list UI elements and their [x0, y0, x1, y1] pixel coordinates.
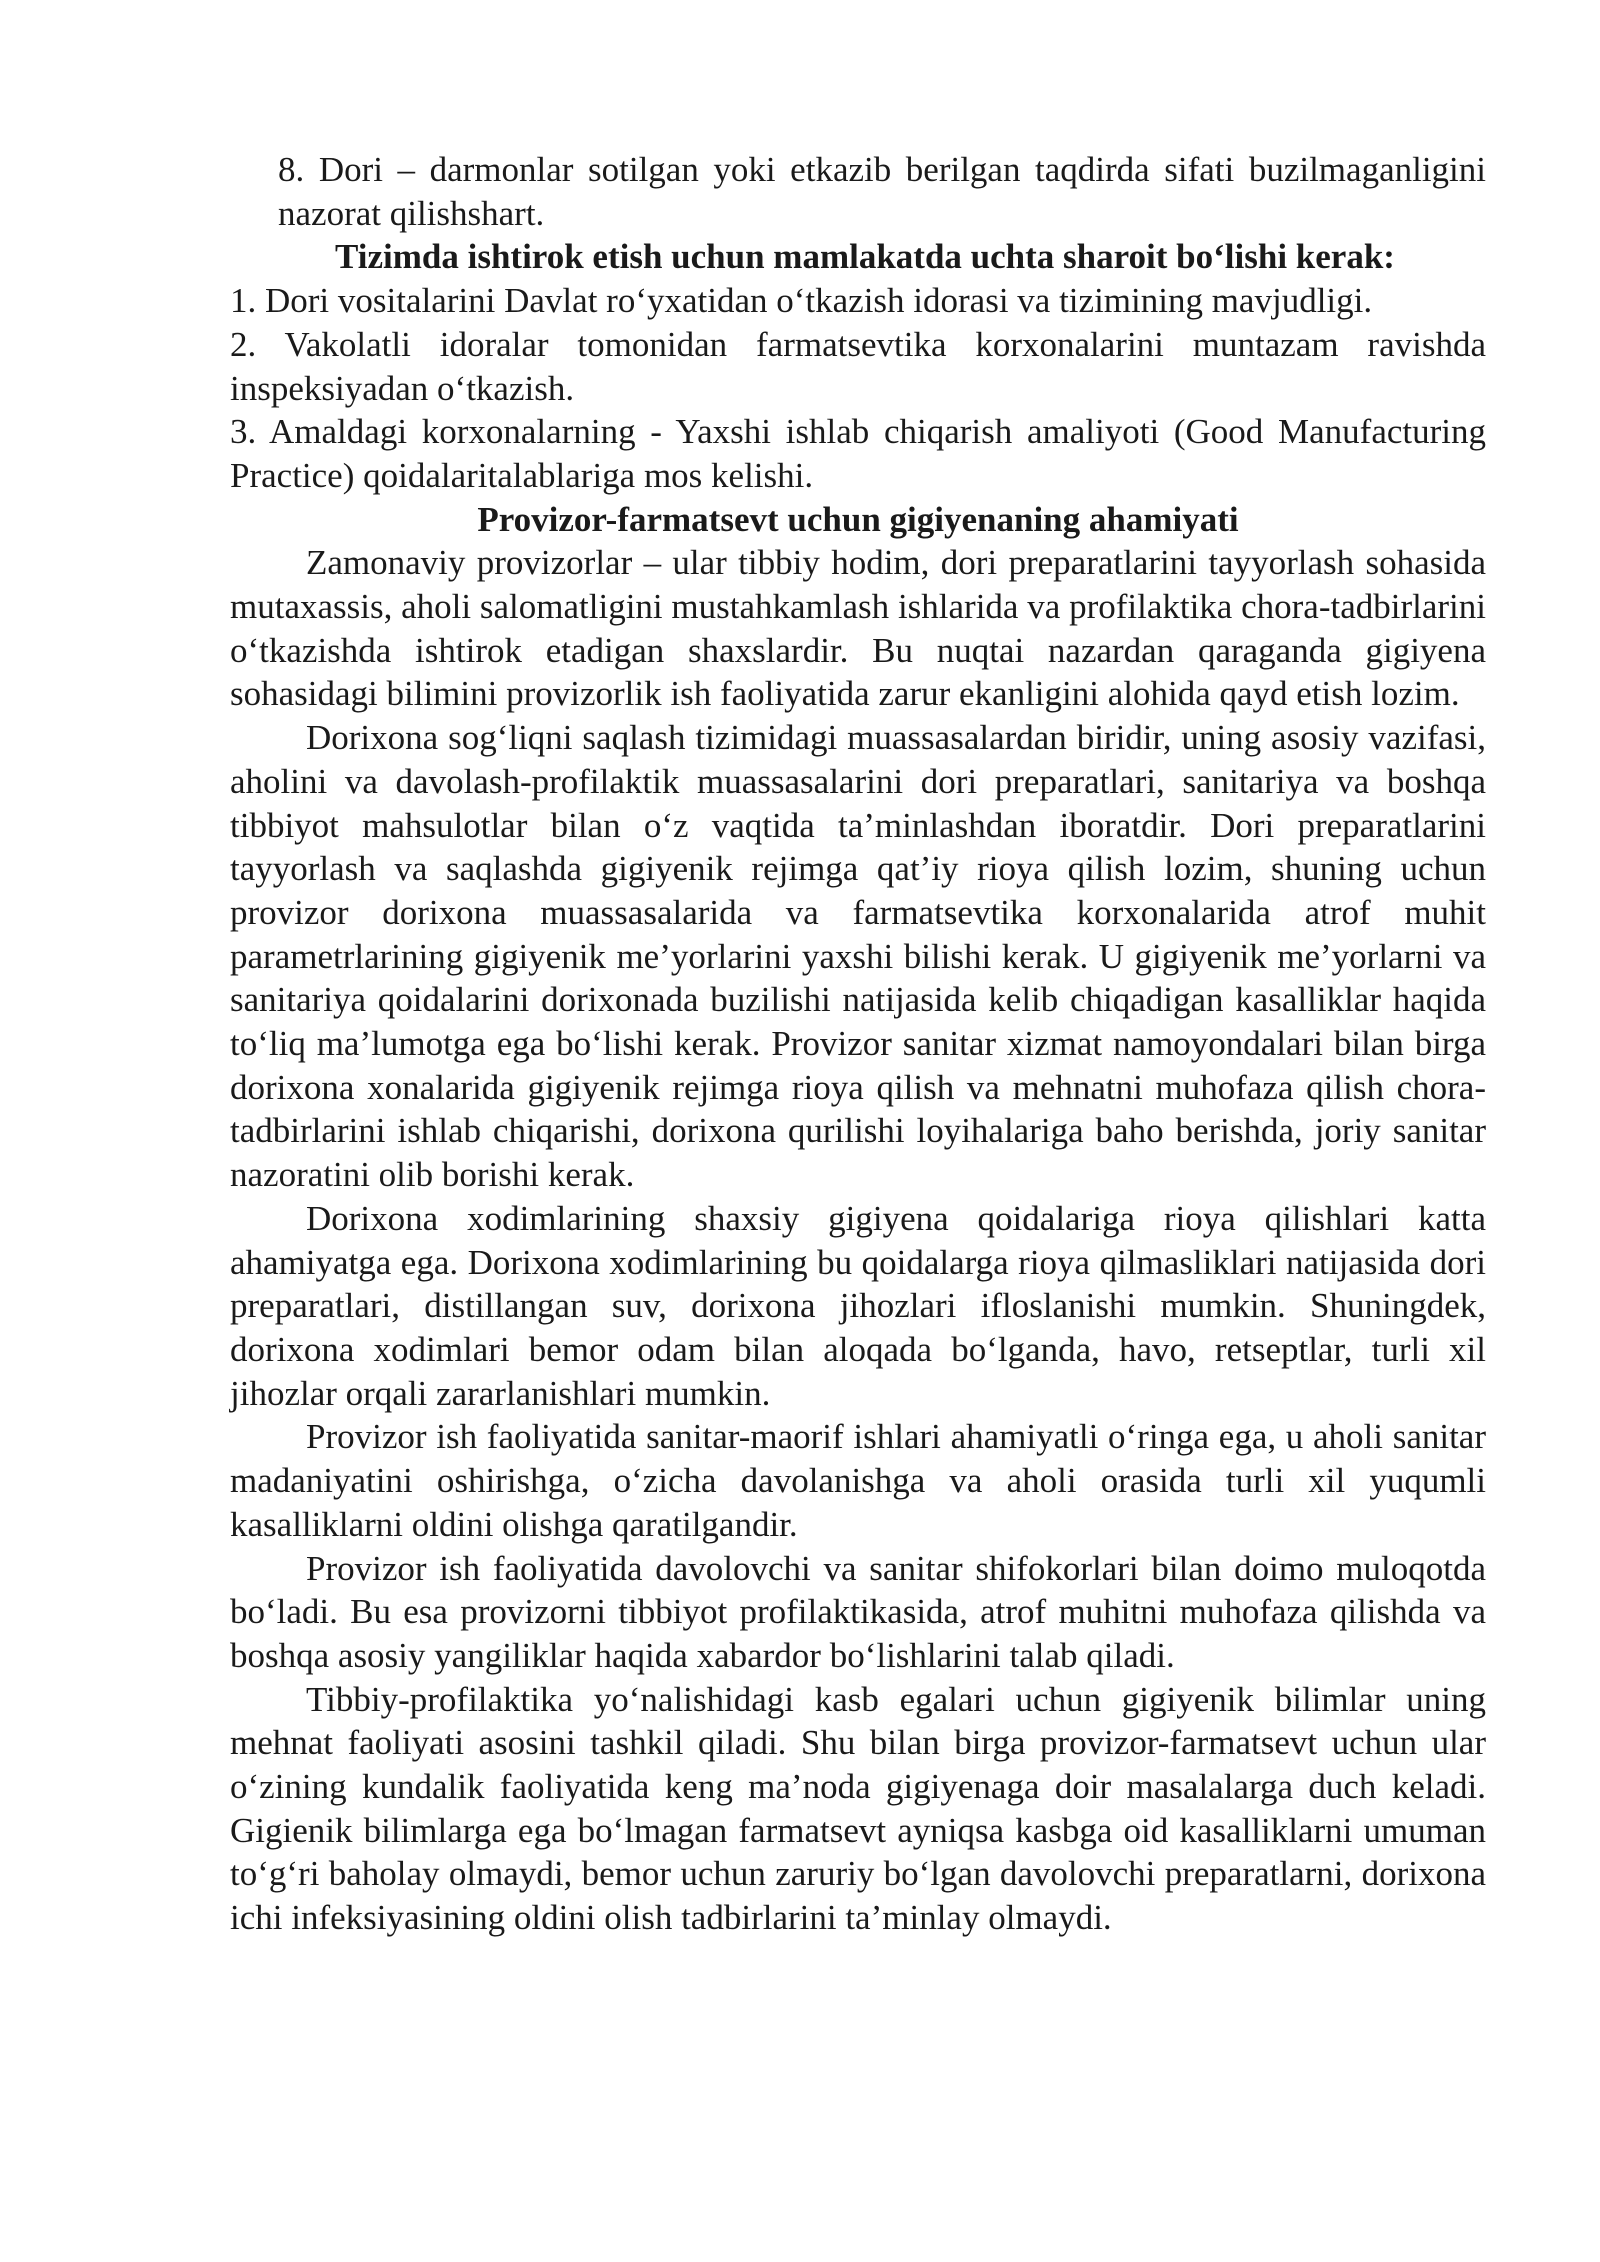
paragraph-5: Provizor ish faoliyatida davolovchi va sanitar shifokorlari bilan doimo muloqotda bo‘ladi. Bu esa provizorni tibbiyot profilaktikasida, atrof muhitni muhofaza qilishda va boshqa asosiy yangiliklar haqida xabardor bo‘lishlarini talab qiladi. — [230, 1548, 1486, 1675]
list-item-8: 8. Dori – darmonlar sotilgan yoki etkazib berilgan taqdirda sifati buzilmaganligini nazorat qilishshart. — [278, 150, 1486, 233]
paragraph-4: Provizor ish faoliyatida sanitar-maorif ishlari ahamiyatli o‘ringa ega, u aholi sanitar madaniyatini oshirishga, o‘zicha davolanishga va aholi orasida turli xil yuqumli kasalliklarni oldini olishga qaratilgandir. — [230, 1417, 1486, 1544]
condition-item-1: 1. Dori vositalarini Davlat ro‘yxatidan o‘tkazish idorasi va tizimining mavjudligi. — [230, 281, 1373, 321]
document-page — [230, 148, 1486, 1940]
condition-item-3: 3. Amaldagi korxonalarning - Yaxshi ishlab chiqarish amaliyoti (Good Manufacturing Practice) qoidalaritalablariga mos kelishi. — [230, 412, 1486, 495]
condition-item-2: 2. Vakolatli idoralar tomonidan farmatsevtika korxonalarini muntazam ravishda inspeksiyadan o‘tkazish. — [230, 324, 1486, 408]
section-heading-conditions: Tizimda ishtirok etish uchun mamlakatda uchta sharoit bo‘lishi kerak: — [335, 237, 1395, 277]
paragraph-3: Dorixona xodimlarining shaxsiy gigiyena qoidalariga rioya qilishlari katta ahamiyatga ega. Dorixona xodimlarining bu qoidalarga rioya qilmasliklari natijasida dori preparatlari, distillangan suv, dorixona jihozlari ifloslanishi mumkin. Shuningdek, dorixona xodimlari bemor odam bilan aloqada bo‘lganda, havo, retseptlar, turli xil jihozlar orqali zararlanishlari mumkin. — [230, 1198, 1486, 1413]
paragraph-1: Zamonaviy provizorlar – ular tibbiy hodim, dori preparatlarini tayyorlash sohasida mutaxassis, aholi salomatligini mustahkamlash ishlarida va profilaktika chora-tadbirlarini o‘tkazishda ishtirok etadigan shaxslardir. Bu nuqtai nazardan qaraganda gigiyena sohasidagi bilimini provizorlik ish faoliyatida zarur ekanligini alohida qayd etish lozim. — [230, 543, 1486, 714]
paragraph-2: Dorixona sog‘liqni saqlash tizimidagi muassasalardan biridir, uning asosiy vazifasi, aholini va davolash-profilaktik muassasalarini dori preparatlari, sanitariya va boshqa tibbiyot mahsulotlar bilan o‘z vaqtida ta’minlashdan iboratdir. Dori preparatlarini tayyorlash va saqlashda gigiyenik rejimga qat’iy rioya qilish lozim, shuning uchun provizor dorixona muassasalarida va farmatsevtika korxonalarida atrof muhit parametrlarining gigiyenik me’yorlarini yaxshi bilishi kerak. U gigiyenik me’yorlarni va sanitariya qoidalarini dorixonada buzilishi natijasida kelib chiqadigan kasalliklar haqida to‘liq ma’lumotga ega bo‘lishi kerak. Provizor sanitar xizmat namoyondalari bilan birga dorixona xonalarida gigiyenik rejimga rioya qilish va mehnatni muhofaza qilish chora-tadbirlarini ishlab chiqarishi, dorixona qurilishi loyihalariga baho berishda, joriy sanitar nazoratini olib borishi kerak. — [230, 718, 1486, 1195]
paragraph-6: Tibbiy-profilaktika yo‘nalishidagi kasb egalari uchun gigiyenik bilimlar uning mehnat faoliyati asosini tashkil qiladi. Shu bilan birga provizor-farmatsevt uchun ular o‘zining kundalik faoliyatida keng ma’noda gigiyenaga doir masalalarga duch keladi. Gigienik bilimlarga ega bo‘lmagan farmatsevt ayniqsa kasbga oid kasalliklarni umuman to‘g‘ri baholay olmaydi, bemor uchun zaruriy bo‘lgan davolovchi preparatlarni, dorixona ichi infeksiyasining oldini olish tadbirlarini ta’minlay olmaydi. — [230, 1679, 1486, 1938]
section-heading-hygiene: Provizor-farmatsevt uchun gigiyenaning ahamiyati — [477, 499, 1239, 539]
